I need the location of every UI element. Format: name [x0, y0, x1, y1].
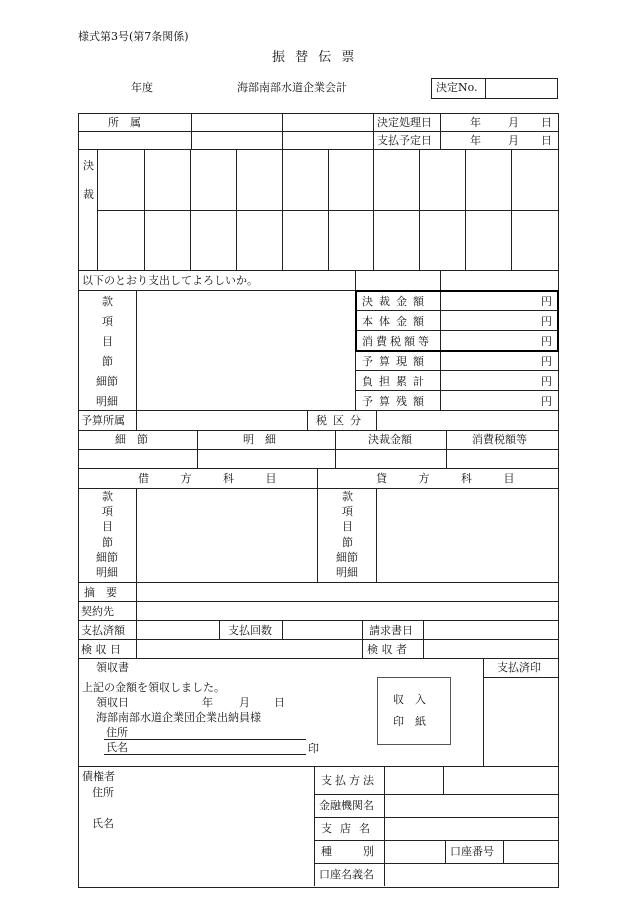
decision-year: 年 [470, 116, 481, 129]
receipt-address-label: 住所 [106, 726, 128, 739]
receipt-seal-mark: 印 [308, 742, 319, 755]
approval-label-2: 裁 [83, 188, 94, 201]
payment-due-label: 支払予定日 [377, 134, 432, 147]
receipt-name-field[interactable] [105, 741, 305, 753]
summary-label: 摘 要 [84, 586, 117, 599]
inspection-date-label: 検 収 日 [81, 643, 121, 656]
debit-item-moku: 目 [102, 520, 113, 533]
receipt-month: 月 [239, 696, 250, 709]
amount-label-burden-total: 負担累計 [362, 375, 430, 388]
due-year: 年 [470, 134, 481, 147]
amount-label-budget-current: 予算現額 [362, 355, 430, 368]
amount-label-tax: 消費税額等 [362, 335, 432, 348]
budget-item-kan: 款 [102, 295, 113, 308]
creditor-title: 債権者 [82, 770, 115, 783]
receipt-day: 日 [274, 696, 285, 709]
receipt-name-label: 氏名 [106, 741, 128, 754]
contractor-field[interactable] [137, 602, 557, 619]
inspector-label: 検 収 者 [367, 643, 407, 656]
branch-name-label: 支店名 [321, 822, 378, 835]
account-holder-field[interactable] [385, 864, 557, 885]
payment-count-label: 支払回数 [228, 624, 272, 637]
debit-item-kou: 項 [102, 505, 113, 518]
credit-item-setsu: 節 [342, 536, 353, 549]
debit-accounts-header: 借 方 科 目 [138, 472, 291, 485]
fiscal-year-label: 年度 [131, 81, 153, 94]
debit-item-kan: 款 [102, 490, 113, 503]
due-day: 日 [541, 134, 552, 147]
account-type-label: 種 別 [321, 845, 384, 858]
receipt-date-label: 領収日 [96, 696, 129, 709]
page-title: 振 替 伝 票 [272, 50, 358, 65]
budget-item-setsu: 節 [102, 355, 113, 368]
budget-item-moku: 目 [102, 335, 113, 348]
yen-3: 円 [541, 335, 552, 348]
account-holder-label: 口座名義名 [319, 868, 374, 881]
affiliation-label: 所 属 [108, 116, 141, 129]
paid-stamp-label: 支払済印 [497, 661, 541, 674]
credit-accounts-header: 貸 方 科 目 [376, 472, 529, 485]
yen-6: 円 [541, 395, 552, 408]
decision-no-label: 決定No. [436, 81, 478, 94]
budget-item-meisai: 明細 [96, 395, 118, 408]
decision-no-field[interactable] [487, 79, 555, 97]
bank-name-field[interactable] [385, 795, 557, 816]
receipt-statement: 上記の金額を領収しました。 [82, 681, 225, 694]
detail-header-detail: 明 細 [243, 433, 276, 446]
decision-day: 日 [541, 116, 552, 129]
decision-date-label: 決定処理日 [377, 116, 432, 129]
bank-name-label: 金融機関名 [319, 799, 374, 812]
receipt-title: 領収書 [96, 661, 129, 674]
debit-item-setsu: 節 [102, 536, 113, 549]
credit-item-kou: 項 [342, 505, 353, 518]
credit-item-moku: 目 [342, 520, 353, 533]
budget-affiliation-label: 予算所属 [81, 414, 125, 427]
summary-field[interactable] [137, 583, 557, 600]
yen-5: 円 [541, 375, 552, 388]
branch-name-field[interactable] [385, 818, 557, 839]
yen-2: 円 [541, 315, 552, 328]
revenue-stamp-text-1: 収 入 [393, 693, 426, 706]
credit-item-saisetsu: 細節 [336, 551, 358, 564]
invoice-date-label: 請求書日 [369, 624, 413, 637]
yen-1: 円 [541, 295, 552, 308]
budget-item-saisetsu: 細節 [96, 375, 118, 388]
tax-category-label: 税区分 [316, 414, 367, 427]
yen-4: 円 [541, 355, 552, 368]
payment-method-label: 支払方法 [321, 774, 377, 787]
revenue-stamp-text-2: 印 紙 [393, 715, 426, 728]
detail-header-approval-amount: 決裁金額 [368, 433, 412, 446]
contractor-label: 契約先 [81, 605, 114, 618]
decision-month: 月 [508, 116, 519, 129]
form-number: 様式第3号(第7条関係) [78, 30, 189, 43]
due-month: 月 [508, 134, 519, 147]
revenue-stamp-box [377, 677, 451, 745]
amount-label-budget-remaining: 予算残額 [362, 395, 430, 408]
account-number-label: 口座番号 [450, 845, 494, 858]
credit-item-meisai: 明細 [336, 566, 358, 579]
receipt-address-field[interactable] [105, 726, 305, 738]
amount-label-base: 本体金額 [362, 315, 430, 328]
affiliation-field[interactable] [192, 114, 281, 130]
form-frame [78, 113, 559, 888]
budget-item-kou: 項 [102, 315, 113, 328]
debit-item-meisai: 明細 [96, 566, 118, 579]
creditor-name-label: 氏名 [92, 817, 114, 830]
organization-name: 海部南部水道企業会計 [237, 81, 347, 94]
debit-item-saisetsu: 細節 [96, 551, 118, 564]
detail-header-subsection: 細 節 [115, 433, 148, 446]
receipt-addressee: 海部南部水道企業団企業出納員様 [96, 711, 261, 724]
amount-label-approval: 決裁金額 [362, 295, 430, 308]
detail-header-tax-amount: 消費税額等 [472, 433, 527, 446]
paid-amount-label: 支払済額 [81, 624, 125, 637]
creditor-address-label: 住所 [92, 786, 114, 799]
credit-item-kan: 款 [342, 490, 353, 503]
request-text: 以下のとおり支出してよろしいか。 [82, 274, 258, 287]
receipt-year: 年 [202, 696, 213, 709]
approval-label-1: 決 [83, 159, 94, 172]
